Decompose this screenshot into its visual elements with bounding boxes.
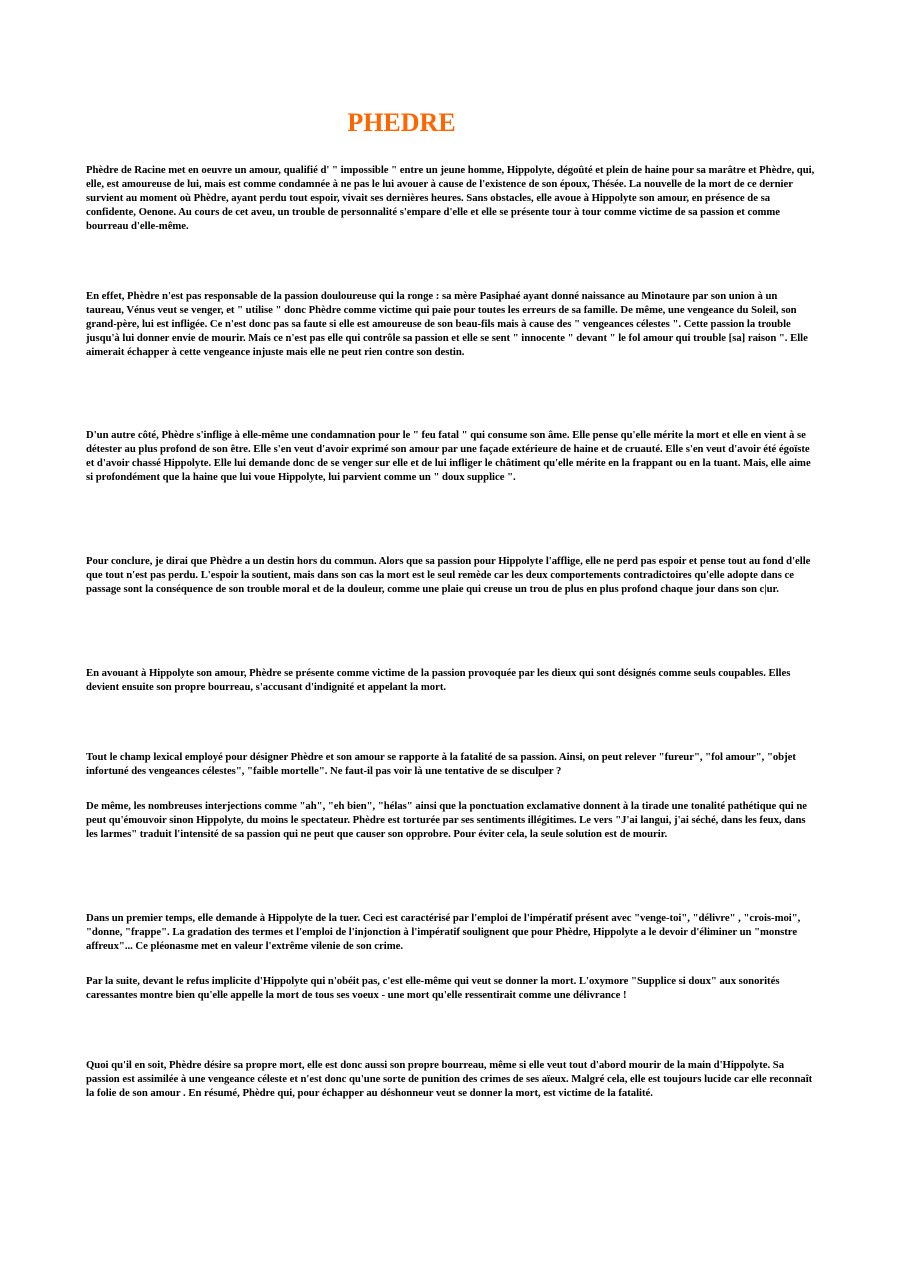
- paragraph-5: En avouant à Hippolyte son amour, Phèdre se présente comme victime de la passion provoquée par les dieux qui sont désignés comme seuls coupables. Elles devient ensuite son propre bourreau, s'accusant d'indignité et appelant la mort.: [86, 667, 791, 693]
- paragraph-1: Phèdre de Racine met en oeuvre un amour, qualifié d' " impossible " entre un jeune homme, Hippolyte, dégoûté et plein de haine pour sa marâtre et Phèdre, qui, elle, est amoureuse de lui, mais est comme condamnée à ne pas le lui avouer à cause de l'existence de son époux, Thésée. La nouvelle de la mort de ce dernier survient au moment où Phèdre, ayant perdu tout espoir, vivait ses dernières heures. Sans obstacles, elle avoue à Hippolyte son amour, en présence de sa confidente, Oenone. Au cours de cet aveu, un trouble de personnalité s'empare d'elle et elle se présente tour à tour comme victime de sa passion et comme bourreau d'elle-même.: [86, 164, 815, 232]
- paragraph-6: Tout le champ lexical employé pour désigner Phèdre et son amour se rapporte à la fatalité de sa passion. Ainsi, on peut relever "fureur", "fol amour", "objet infortuné des vengeances célestes", "faible mortelle". Ne faut-il pas voir là une tentative de se disculper ?: [86, 751, 796, 777]
- document-title: PHEDRE: [347, 108, 456, 137]
- paragraph-4: Pour conclure, je dirai que Phèdre a un destin hors du commun. Alors que sa passion pour Hippolyte l'afflige, elle ne perd pas espoir et pense tout au fond d'elle que tout n'est pas perdu. L'espoir la soutient, mais dans son cas la mort est le seul remède car les deux comportements contradictoires qu'elle adopte dans ce passage sont la conséquence de son trouble moral et de la douleur, comme une plaie qui creuse un trou de plus en plus profond chaque jour dans son c|ur.: [86, 555, 811, 595]
- paragraph-3: D'un autre côté, Phèdre s'inflige à elle-même une condamnation pour le " feu fatal " qui consume son âme. Elle pense qu'elle mérite la mort et elle en vient à se détester au plus profond de son être. Elle s'en veut d'avoir exprimé son amour par une façade extérieure de haine et de cruauté. Elle s'en veut d'avoir été égoïste et d'avoir chassé Hippolyte. Elle lui demande donc de se venger sur elle et de lui infliger le châtiment qu'elle mérite en la frappant ou en la tuant. Mais, elle aime si profondément que la haine que lui voue Hippolyte, lui parvient comme un " doux supplice ".: [86, 429, 811, 483]
- paragraph-2: En effet, Phèdre n'est pas responsable de la passion douloureuse qui la ronge : sa mère Pasiphaé ayant donné naissance au Minotaure par son union à un taureau, Vénus veut se venger, et " utilise " donc Phèdre comme victime qui paie pour toutes les erreurs de sa famille. De même, une vengeance du Soleil, son grand-père, lui est infligée. Ce n'est donc pas sa faute si elle est amoureuse de son beau-fils mais à cause des " vengeances célestes ". Cette passion la trouble jusqu'à lui donner envie de mourir. Mais ce n'est pas elle qui contrôle sa passion et elle se sent " innocente " devant " le fol amour qui trouble [sa] raison ". Elle aimerait échapper à cette vengeance injuste mais elle ne peut rien contre son destin.: [86, 290, 808, 358]
- paragraph-9: Par la suite, devant le refus implicite d'Hippolyte qui n'obéit pas, c'est elle-même qui veut se donner la mort. L'oxymore "Supplice si doux" aux sonorités caressantes montre bien qu'elle appelle la mort de tous ses voeux - une mort qu'elle ressentirait comme une délivrance !: [86, 975, 780, 1001]
- paragraph-8: Dans un premier temps, elle demande à Hippolyte de la tuer. Ceci est caractérisé par l'emploi de l'impératif présent avec "venge-toi", "délivre" , "crois-moi", "donne, "frappe". La gradation des termes et l'emploi de l'injonction à l'impératif soulignent que pour Phèdre, Hippolyte a le devoir d'éliminer un "monstre affreux"... Ce pléonasme met en valeur l'extrême vilenie de son crime.: [86, 912, 801, 952]
- paragraph-7: De même, les nombreuses interjections comme "ah", "eh bien", "hélas" ainsi que la ponctuation exclamative donnent à la tirade une tonalité pathétique qui ne peut qu'émouvoir sinon Hippolyte, du moins le spectateur. Phèdre est torturée par ses sentiments illégitimes. Le vers "J'ai langui, j'ai séché, dans les feux, dans les larmes" traduit l'intensité de sa passion qui ne peut que causer son opprobre. Pour éviter cela, la seule solution est de mourir.: [86, 800, 808, 840]
- paragraph-10: Quoi qu'il en soit, Phèdre désire sa propre mort, elle est donc aussi son propre bourreau, même si elle veut tout d'abord mourir de la main d'Hippolyte. Sa passion est assimilée à une vengeance céleste et n'est donc qu'une sorte de punition des crimes de ses aïeux. Malgré cela, elle est toujours lucide car elle reconnaît la folie de son amour . En résumé, Phèdre qui, pour échapper au déshonneur veut se donner la mort, est victime de la fatalité.: [86, 1059, 813, 1099]
